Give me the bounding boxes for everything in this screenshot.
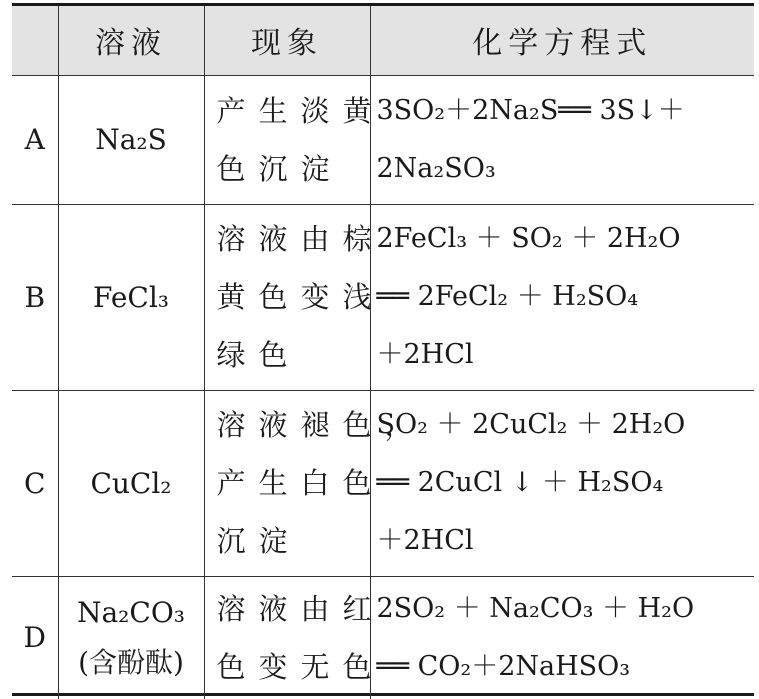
phenomenon-line: 黄色变浅 — [216, 280, 385, 314]
solution-cell — [58, 75, 204, 204]
equation-cell — [370, 390, 754, 576]
solution-line: Na₂CO₃ — [76, 595, 186, 629]
equation-line: ══ 2CuCl ↓ ＋ H₂SO₄ — [376, 467, 664, 498]
phenomenon-line: 沉淀 — [216, 524, 301, 558]
chemistry-table-container — [12, 3, 754, 696]
phenomenon-line: 产生淡黄 — [216, 93, 385, 128]
equation-cell — [370, 75, 754, 204]
table-row-b — [12, 204, 754, 390]
phenomenon-line: 溶液由红 — [216, 591, 385, 626]
phenomenon-line: 产生白色 — [216, 466, 385, 500]
solution-line: Na₂S — [95, 123, 167, 156]
solution-line: (含酚酞) — [78, 645, 184, 679]
phenomenon-cell — [204, 576, 385, 699]
phenomenon-cell — [204, 75, 385, 204]
phenomenon-cell — [204, 204, 385, 390]
equation-line: SO₂ ＋ 2CuCl₂ ＋ 2H₂O — [376, 409, 686, 440]
phenomenon-line: 色变无色 — [216, 649, 385, 684]
equation-line: 2SO₂ ＋ Na₂CO₃ ＋ H₂O — [376, 592, 695, 624]
header-equation: 化学方程式 — [370, 6, 754, 75]
equation-cell — [370, 204, 754, 390]
solution-cell — [58, 576, 204, 699]
header-solution: 溶液 — [58, 6, 204, 75]
header-blank — [12, 6, 58, 75]
equation-line: 2FeCl₃ ＋ SO₂ ＋ 2H₂O — [376, 223, 681, 254]
row-label: D — [12, 576, 58, 699]
solution-line: FeCl₃ — [92, 280, 170, 314]
table-row-a — [12, 75, 754, 204]
header-row — [12, 6, 754, 75]
chemistry-table — [12, 6, 754, 699]
equation-cell — [370, 576, 754, 699]
row-label: B — [12, 204, 58, 390]
solution-cell — [58, 204, 204, 390]
phenomenon-line: 色沉淀 — [216, 151, 343, 186]
row-label: C — [12, 390, 58, 576]
phenomenon-line: 溶液由棕 — [216, 222, 385, 256]
header-phenomenon: 现象 — [204, 6, 370, 75]
solution-cell — [58, 390, 204, 576]
equation-line: ══ CO₂＋2NaHSO₃ — [376, 650, 631, 682]
equation-line: 3SO₂＋2Na₂S══ 3S↓＋ — [376, 94, 685, 126]
row-label: A — [12, 75, 58, 204]
phenomenon-line: 溶液褪色， — [216, 408, 427, 442]
equation-line: ＋2HCl — [376, 525, 474, 556]
table-row-c — [12, 390, 754, 576]
equation-line: ＋2HCl — [376, 339, 474, 370]
equation-line: 2Na₂SO₃ — [376, 152, 496, 184]
phenomenon-line: 绿色 — [216, 338, 301, 372]
table-row-d — [12, 576, 754, 699]
solution-line: CuCl₂ — [90, 466, 172, 500]
equation-line: ══ 2FeCl₂ ＋ H₂SO₄ — [376, 281, 639, 312]
